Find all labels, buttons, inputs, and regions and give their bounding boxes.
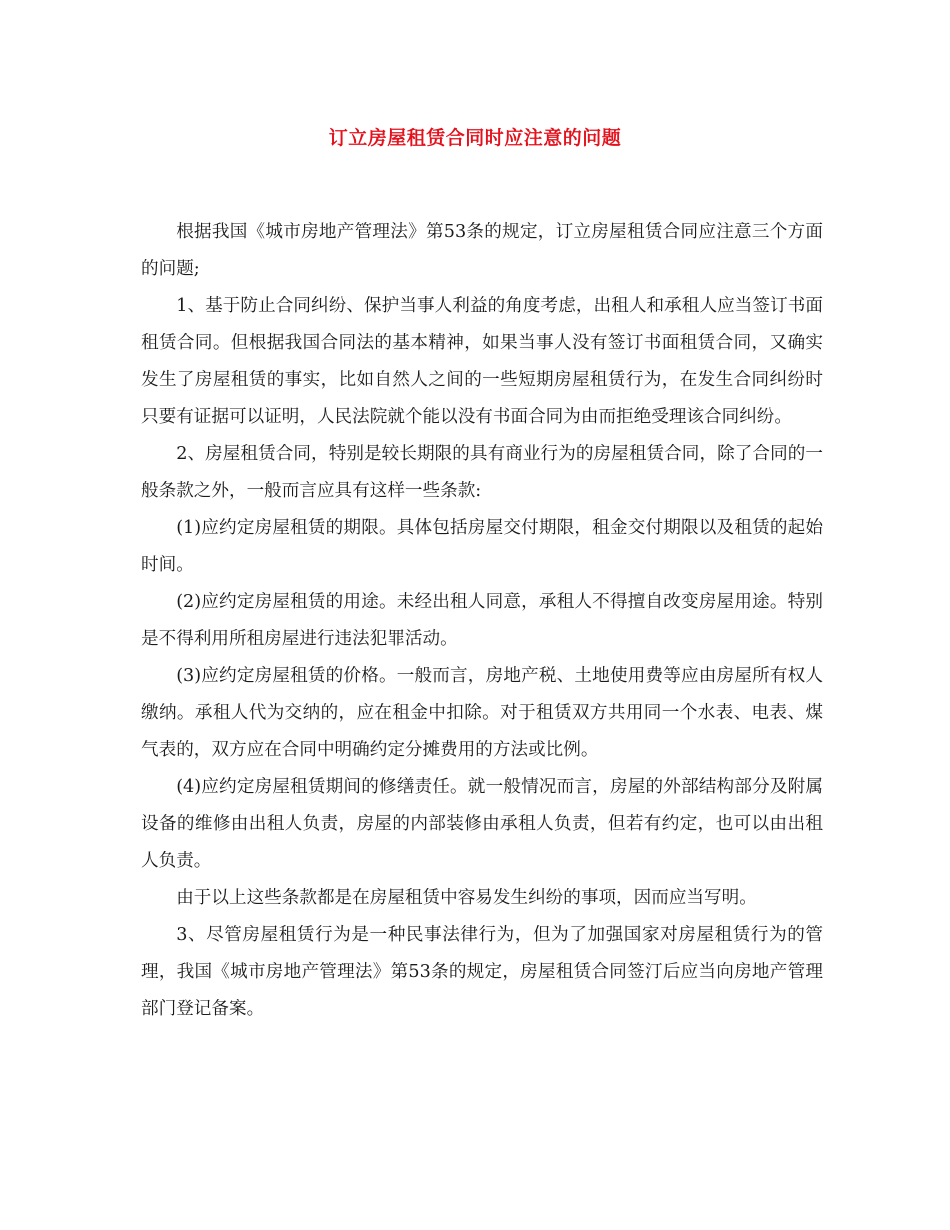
paragraph-clause-1: (1)应约定房屋租赁的期限。具体包括房屋交付期限，租金交付期限以及租赁的起始时间。 <box>141 518 823 575</box>
paragraph-summary: 由于以上这些条款都是在房屋租赁中容易发生纠纷的事项，因而应当写明。 <box>176 888 757 908</box>
paragraph-clause-3: (3)应约定房屋租赁的价格。一般而言，房地产税、土地使用费等应由房屋所有权人缴纳。承租人代为交纳的，应在租金中扣除。对于租赁双方共用同一个水表、电表、煤气表的，双方应在合同中明确约定分摊费用的方法或比例。 <box>141 666 823 760</box>
paragraph-item-2: 2、房屋租赁合同，特别是较长期限的具有商业行为的房屋租赁合同，除了合同的一般条款之外，一般而言应具有这样一些条款: <box>141 444 823 501</box>
paragraph-clause-4: (4)应约定房屋租赁期间的修缮责任。就一般情况而言，房屋的外部结构部分及附属设备的维修由出租人负责，房屋的内部装修由承租人负责，但若有约定，也可以由出租人负责。 <box>141 777 823 871</box>
document-body <box>141 214 823 1028</box>
paragraph-item-1: 1、基于防止合同纠纷、保护当事人利益的角度考虑，出租人和承租人应当签订书面租赁合同。但根据我国合同法的基本精神，如果当事人没有签订书面租赁合同，又确实发生了房屋租赁的事实，比如自然人之间的一些短期房屋租赁行为，在发生合同纠纷时只要有证据可以证明，人民法院就个能以没有书面合同为由而拒绝受理该合同纠纷。 <box>141 296 823 427</box>
paragraph-clause-2: (2)应约定房屋租赁的用途。未经出租人同意，承租人不得擅自改变房屋用途。特别是不得利用所租房屋进行违法犯罪活动。 <box>141 592 823 649</box>
document-title: 订立房屋租赁合同时应注意的问题 <box>328 127 622 149</box>
paragraph-item-3: 3、尽管房屋租赁行为是一种民事法律行为，但为了加强国家对房屋租赁行为的管理，我国《城市房地产管理法》第53条的规定，房屋租赁合同签汀后应当向房地产管理部门登记备案。 <box>141 925 823 1019</box>
paragraph-intro: 根据我国《城市房地产管理法》第53条的规定，订立房屋租赁合同应注意三个方面的问题; <box>141 222 823 279</box>
